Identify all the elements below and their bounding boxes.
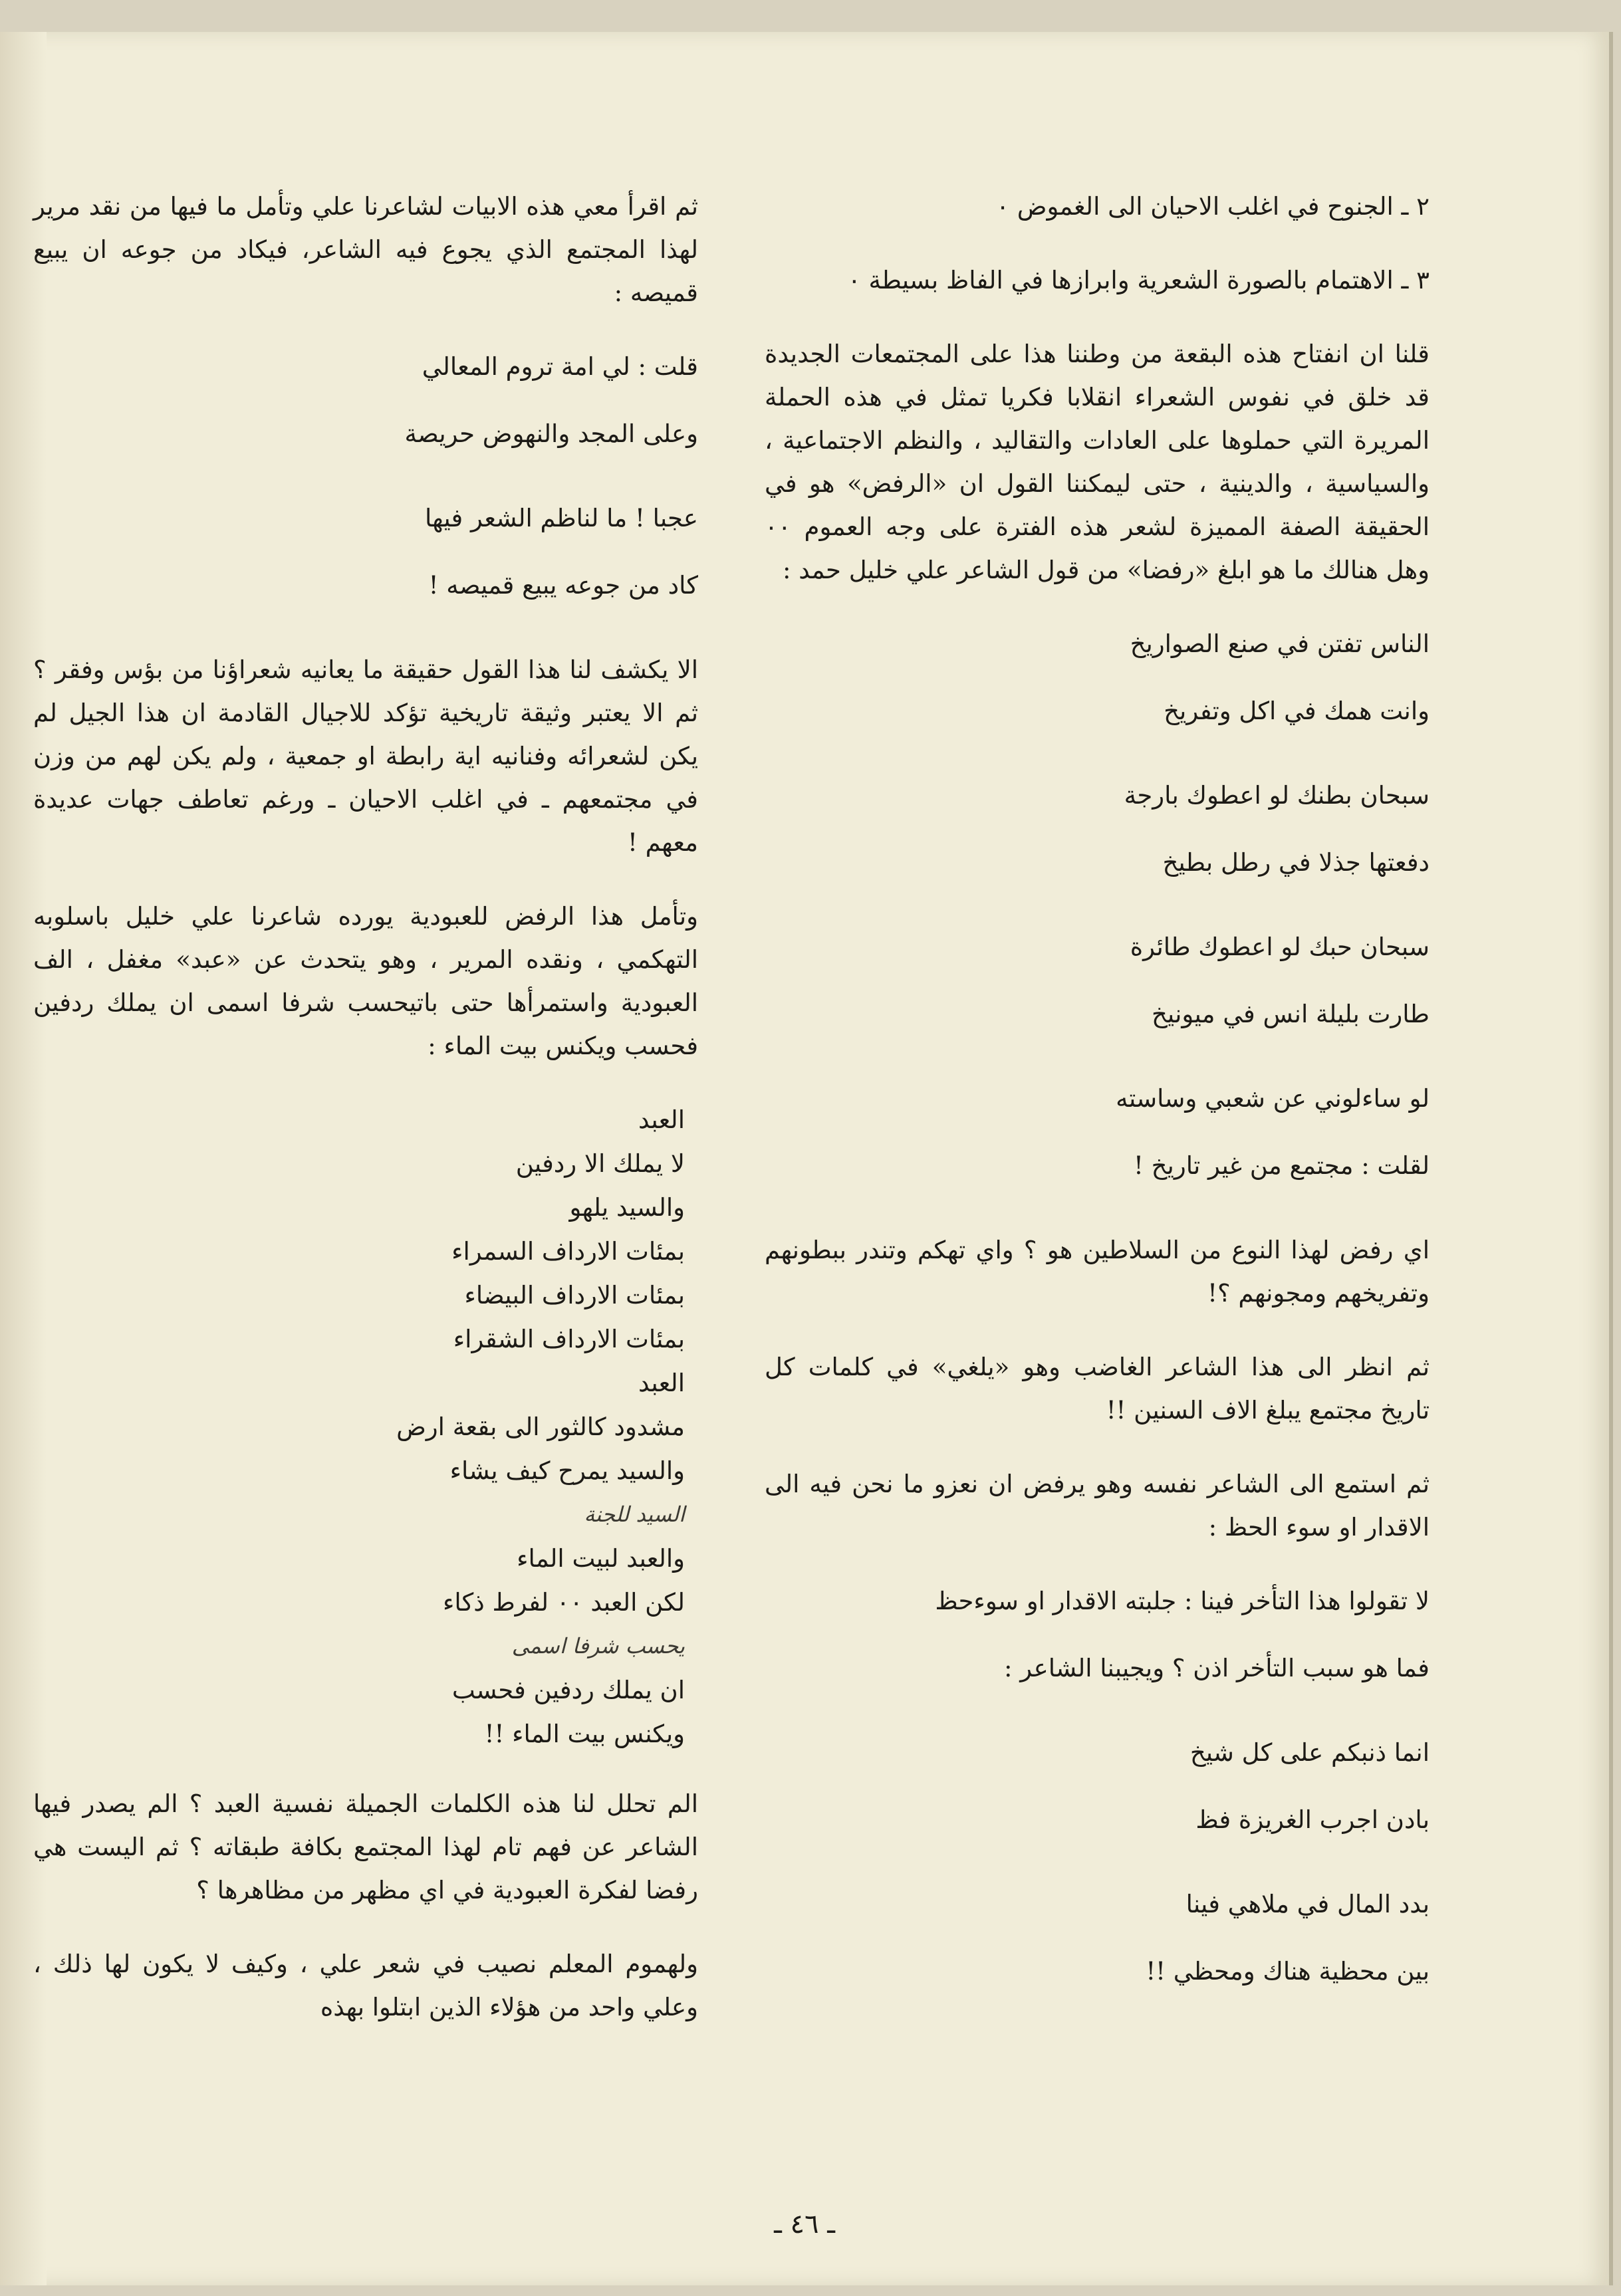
right-verse-7: [765, 1883, 1430, 1993]
right-p5: ثم انظر الى هذا الشاعر الغاضب وهو «يلغي» في كلمات كل تاريخ مجتمع يبلغ الاف السنين !!: [765, 1353, 1430, 1425]
right-p1: ٢ ـ الجنوح في اغلب الاحيان الى الغموض ٠: [996, 192, 1430, 221]
verse-line: سبحان حبك لو اعطوك طائرة: [1130, 933, 1430, 961]
verse-line: بدد المال في ملاهي فينا: [1185, 1890, 1430, 1918]
right-verse-6: [765, 1731, 1430, 1841]
right-verse-3: [765, 925, 1430, 1036]
poem-line: بمئات الارداف الشقراء: [453, 1325, 685, 1353]
poem-line: بمئات الارداف السمراء: [451, 1237, 685, 1266]
left-column: [33, 185, 698, 2059]
verse-line: طارت بليلة انس في ميونيخ: [1152, 1000, 1430, 1028]
left-p5: ولهموم المعلم نصيب في شعر علي ، وكيف لا يكون لها ذلك ، وعلي واحد من هؤلاء الذين ابتلوا بهذه: [33, 1950, 698, 2021]
right-p3: قلنا ان انفتاح هذه البقعة من وطننا هذا على المجتمعات الجديدة قد خلق في نفوس الشعراء انقلابا فكريا تمثل في هذه الحملة المريرة التي حملوها على العادات والتقاليد ، والنظم الاجتماعية ، والسياسية ، والدينية ، حتى ليمكننا القول ان «الرفض» هو في الحقيقة الصفة المميزة لشعر هذه الفترة على وجه العموم ٠٠ وهل هنالك ما هو ابلغ «رفضا» من قول الشاعر علي خليل حمد :: [765, 340, 1430, 584]
right-column: [765, 185, 1430, 2034]
verse-line: وعلى المجد والنهوض حريصة: [404, 419, 698, 448]
poem-line: لا يملك الا ردفين: [515, 1149, 685, 1178]
right-p4: اي رفض لهذا النوع من السلاطين هو ؟ واي تهكم وتندر ببطونهم وتفريخهم ومجونهم ؟!: [765, 1236, 1430, 1308]
right-verse-2: [765, 774, 1430, 884]
verse-line: انما ذنبكم على كل شيخ: [1189, 1738, 1430, 1767]
poem-line: والسيد يمرح كيف يشاء: [449, 1456, 685, 1485]
right-verse-5: [765, 1579, 1430, 1690]
verse-line: كاد من جوعه يبيع قميصه !: [428, 571, 698, 600]
poem-line: والعبد لبيت الماء: [517, 1544, 685, 1573]
verse-line: قلت : لي امة تروم المعالي: [422, 352, 698, 381]
poem-line: ان يملك ردفين فحسب: [451, 1676, 685, 1704]
verse-line: بين محظية هناك ومحظي !!: [1146, 1957, 1430, 1986]
poem-line: مشدود كالثور الى بقعة ارض: [396, 1413, 685, 1441]
verse-line: لقلت : مجتمع من غير تاريخ !: [1134, 1151, 1430, 1180]
poem-line: والسيد يلهو: [569, 1193, 685, 1222]
poem-line: العبد: [638, 1105, 685, 1134]
verse-line: فما هو سبب التأخر اذن ؟ ويجيبنا الشاعر :: [1003, 1654, 1430, 1682]
verse-line: لا تقولوا هذا التأخر فينا : جلبته الاقدار او سوءحظ: [935, 1587, 1430, 1615]
poem-line: ويكنس بيت الماء !!: [484, 1720, 685, 1748]
left-p3: وتأمل هذا الرفض للعبودية يورده شاعرنا علي خليل باسلوبه التهكمي ، ونقده المرير ، وهو يتحدث عن «عبد» مغفل ، الف العبودية واستمرأها حتى باتيحسب شرفا اسمى ان يملك ردفين فحسب ويكنس بيت الماء :: [33, 902, 698, 1060]
right-verse-1: [765, 622, 1430, 733]
left-verse-2: [33, 497, 698, 607]
verse-line: بادن اجرب الغريزة فظ: [1195, 1805, 1430, 1834]
poem-line: لكن العبد ٠٠ لفرط ذكاء: [442, 1588, 685, 1617]
poem-line: العبد: [638, 1369, 685, 1397]
poem-line: بمئات الارداف البيضاء: [464, 1281, 685, 1310]
left-p1: ثم اقرأ معي هذه الابيات لشاعرنا علي وتأمل ما فيها من نقد مرير لهذا المجتمع الذي يجوع فيه الشاعر، فيكاد من جوعه ان يبيع قميصه :: [33, 192, 698, 307]
verse-line: دفعتها جذلا في رطل بطيخ: [1162, 848, 1430, 877]
verse-line: عجبا ! ما لناظم الشعر فيها: [425, 504, 698, 532]
left-p4: الم تحلل لنا هذه الكلمات الجميلة نفسية العبد ؟ الم يصدر فيها الشاعر عن فهم تام لهذا المجتمع بكافة طبقاته ؟ ثم اليست هي رفضا لفكرة العبودية في اي مظهر من مظاهرها ؟: [33, 1789, 698, 1904]
verse-line: سبحان بطنك لو اعطوك بارجة: [1124, 781, 1430, 810]
page-number: ـ ٤٦ ـ: [774, 2209, 835, 2239]
poem-line: السيد للجنة: [584, 1502, 685, 1527]
left-p2: الا يكشف لنا هذا القول حقيقة ما يعانيه شعراؤنا من بؤس وفقر ؟ ثم الا يعتبر وثيقة تاريخية تؤكد للاجيال القادمة ان هذا الجيل لم يكن لشعرائه وفنانيه اية رابطة او جمعية ، ولم يكن لهم من وزن في مجتمعهم ـ في اغلب الاحيان ـ ورغم تعاطف جهات عديدة معهم !: [33, 655, 698, 857]
right-verse-4: [765, 1077, 1430, 1187]
book-page: [0, 32, 1613, 2285]
verse-line: الناس تفتن في صنع الصواريخ: [1130, 630, 1430, 658]
right-p6: ثم استمع الى الشاعر نفسه وهو يرفض ان نعزو ما نحن فيه الى الاقدار او سوء الحظ :: [765, 1470, 1430, 1542]
right-p2: ٣ ـ الاهتمام بالصورة الشعرية وابرازها في الفاظ بسيطة ٠: [847, 266, 1430, 294]
poem-line: يحسب شرفا اسمى: [511, 1633, 685, 1659]
verse-line: لو ساءلوني عن شعبي وساسته: [1116, 1084, 1430, 1113]
left-verse-1: [33, 345, 698, 455]
verse-line: وانت همك في اكل وتفريخ: [1164, 697, 1430, 725]
free-verse-poem: [33, 1098, 698, 1756]
